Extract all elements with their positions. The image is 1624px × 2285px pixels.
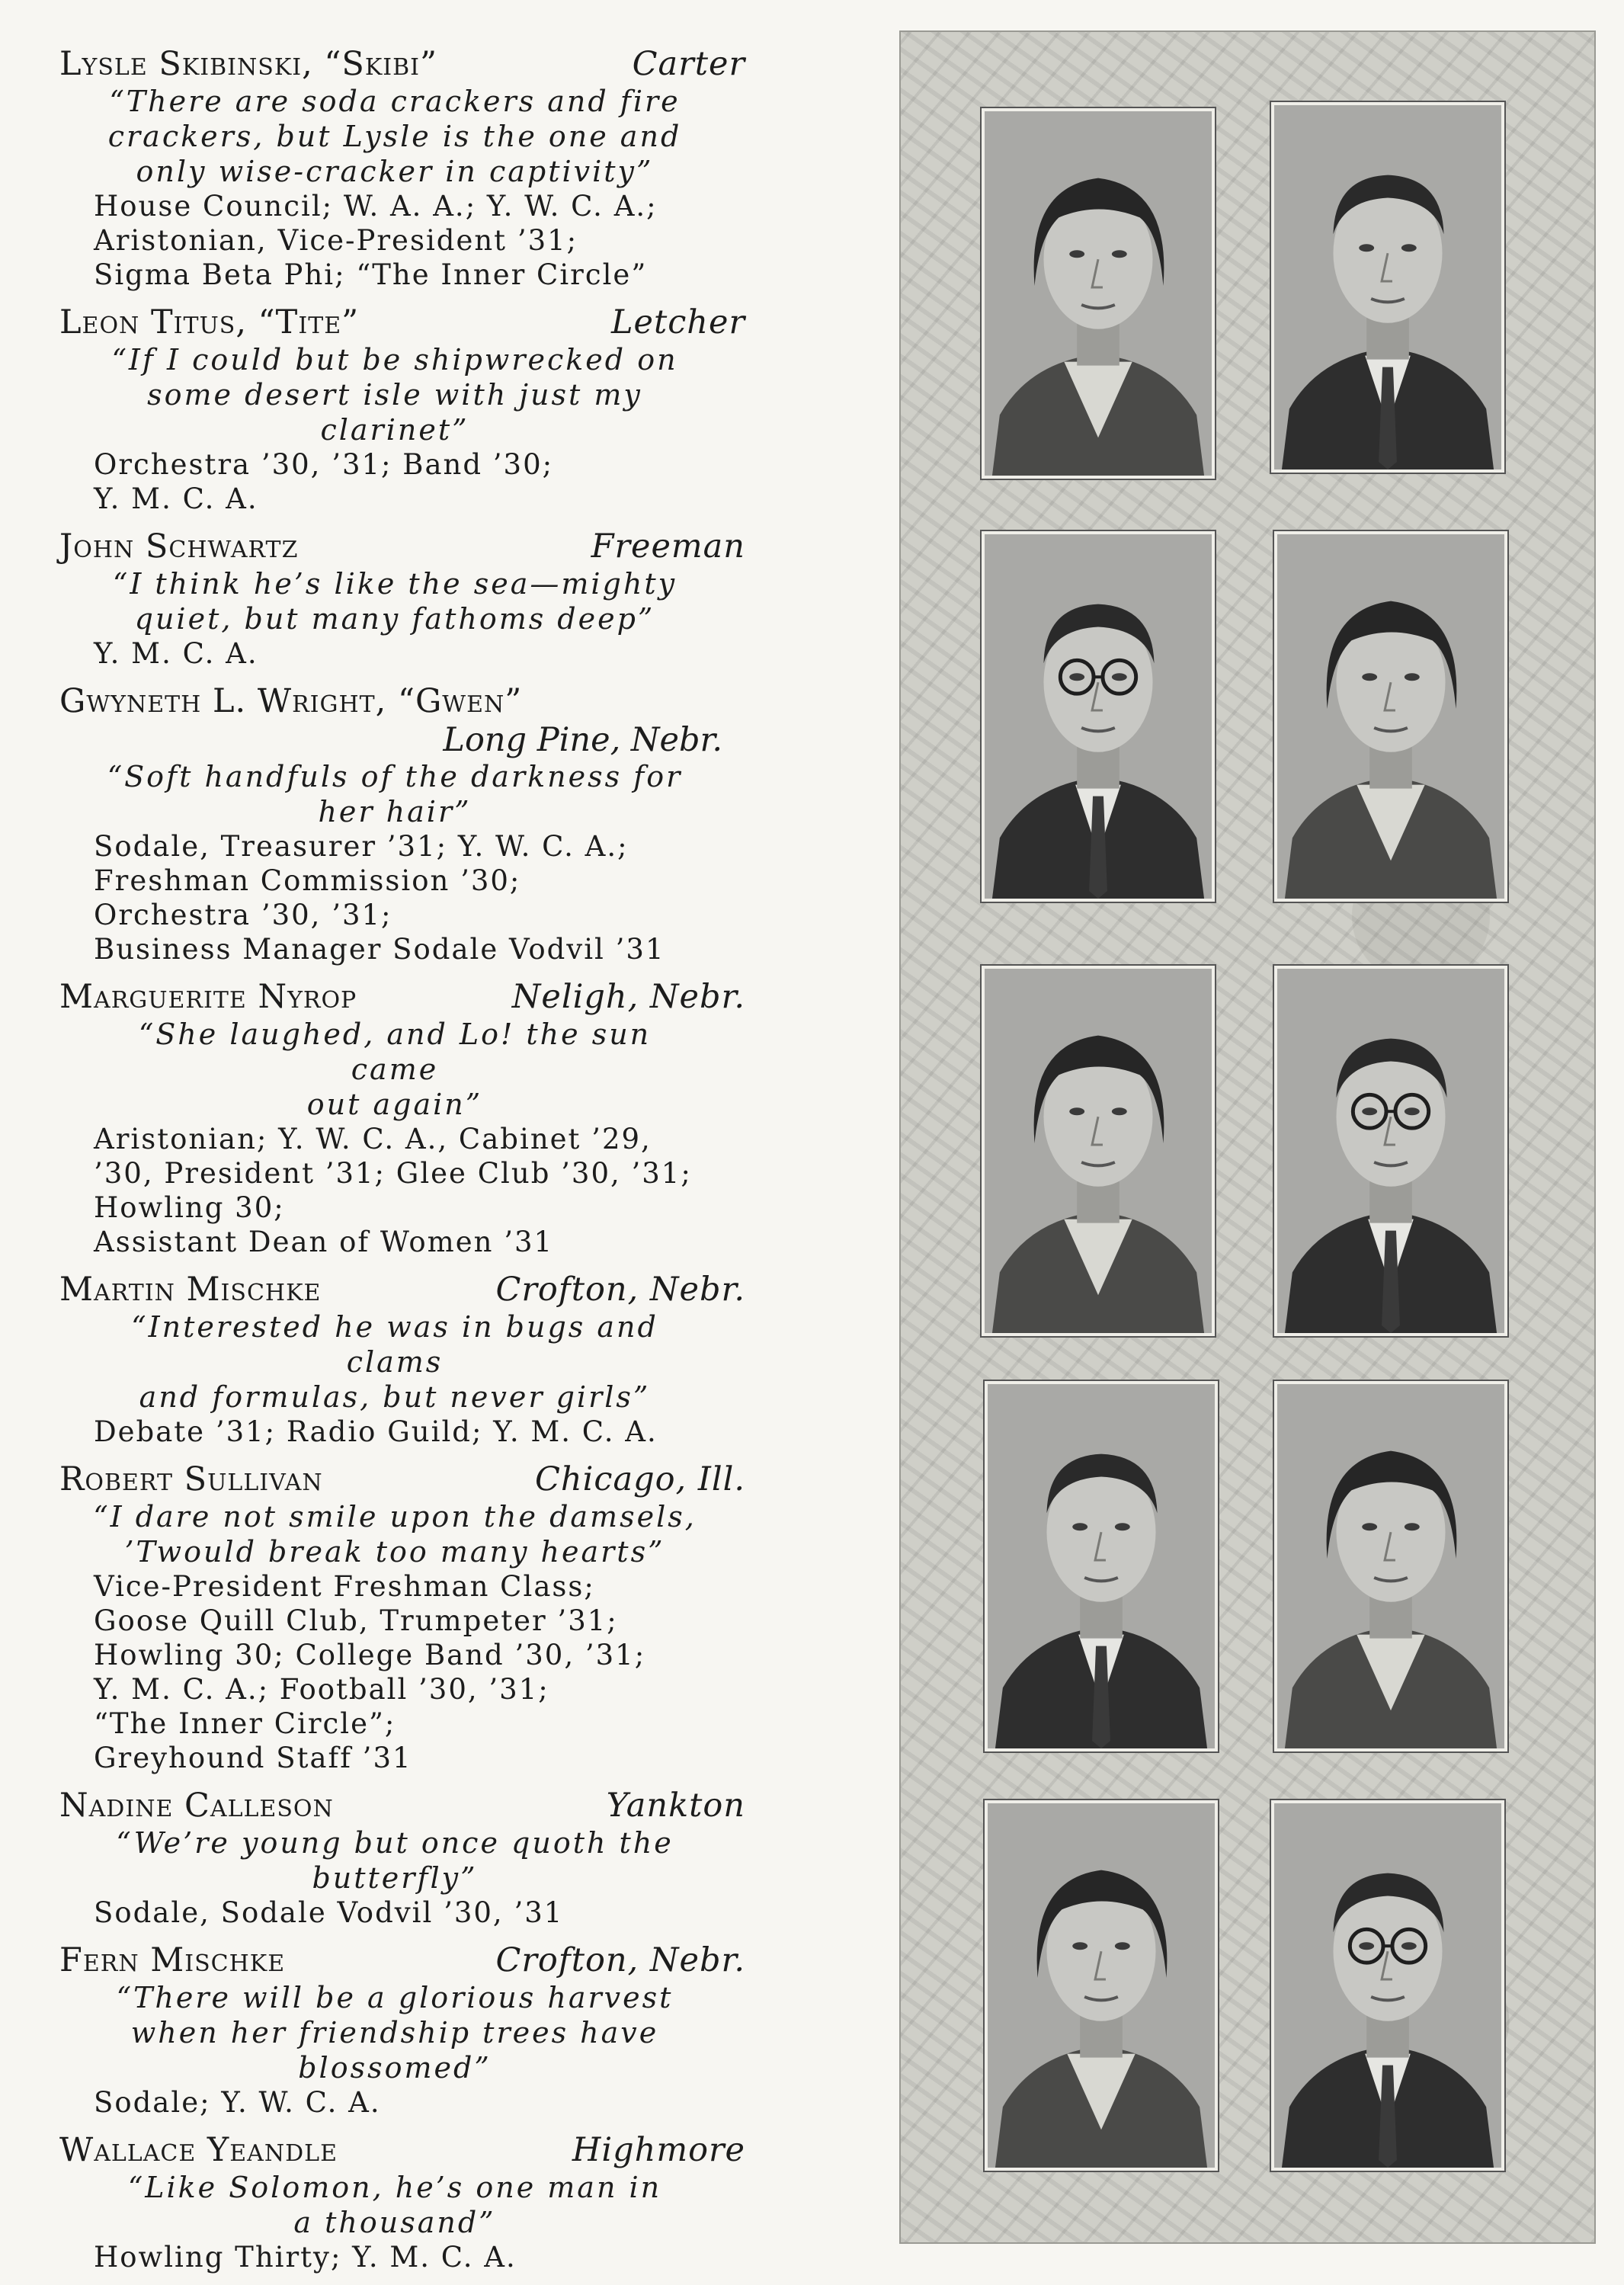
quote-line: “Soft handfuls of the darkness for <box>107 760 683 793</box>
senior-activities <box>59 1569 745 1775</box>
activity-line: Howling 30; <box>94 1191 285 1224</box>
senior-entry <box>59 1270 745 1449</box>
activity-line: House Council; W. A. A.; Y. W. C. A.; <box>94 190 658 223</box>
portrait-figure <box>1274 105 1501 469</box>
activity-line: “The Inner Circle”; <box>94 1707 396 1740</box>
entry-heading <box>59 527 745 566</box>
activity-line: Sodale; Y. W. C. A. <box>94 2086 381 2119</box>
senior-name: Marguerite Nyrop <box>59 978 357 1016</box>
quote-line: butterfly” <box>312 1861 478 1895</box>
quote-line: a thousand” <box>293 2206 496 2239</box>
senior-name: Gwyneth L. Wright, “Gwen” <box>59 682 523 720</box>
activity-line: Sigma Beta Phi; “The Inner Circle” <box>94 258 648 291</box>
portrait-figure <box>1277 1384 1504 1748</box>
senior-entry <box>59 1940 745 2120</box>
quote-line: “If I could but be shipwrecked on <box>111 343 678 377</box>
senior-quote <box>59 1825 745 1896</box>
senior-hometown: Long Pine, Nebr. <box>443 721 722 759</box>
portrait-figure <box>1277 534 1504 899</box>
senior-hometown: Freeman <box>591 527 745 566</box>
portrait-photo <box>985 1800 1218 2171</box>
quote-line: out again” <box>306 1088 483 1121</box>
senior-activities <box>59 1415 745 1449</box>
senior-entry <box>59 681 745 966</box>
activity-line: Goose Quill Club, Trumpeter ’31; <box>94 1604 618 1637</box>
portrait-photo <box>1274 531 1507 902</box>
senior-quote <box>59 342 745 447</box>
quote-line: “Interested he was in bugs and clams <box>131 1310 658 1379</box>
portrait-photo <box>1274 1381 1507 1751</box>
eye-shape <box>1069 1107 1084 1115</box>
eye-shape <box>1115 1942 1130 1950</box>
senior-quote <box>59 566 745 636</box>
portrait-photo <box>982 108 1215 479</box>
entry-heading <box>59 303 745 342</box>
activity-line: Sodale, Sodale Vodvil ’30, ’31 <box>94 1896 564 1929</box>
eye-shape <box>1115 1523 1130 1530</box>
senior-activities <box>59 1896 745 1930</box>
eye-shape <box>1405 673 1420 681</box>
entry-heading <box>59 1786 745 1825</box>
portrait-figure <box>985 534 1212 899</box>
senior-entry <box>59 527 745 671</box>
senior-activities <box>59 2085 745 2120</box>
eye-shape <box>1401 244 1417 252</box>
senior-entry <box>59 303 745 516</box>
portrait-figure <box>988 1384 1215 1748</box>
quote-line: “There are soda crackers and fire <box>109 85 681 118</box>
activity-line: Y. M. C. A. <box>94 482 258 515</box>
senior-activities <box>59 189 745 292</box>
activity-line: Aristonian; Y. W. C. A., Cabinet ’29, <box>94 1123 652 1155</box>
portrait-photo <box>982 531 1215 902</box>
senior-quote <box>59 84 745 189</box>
quote-line: blossomed” <box>298 2051 492 2085</box>
activity-line: Howling 30; College Band ’30, ’31; <box>94 1639 646 1671</box>
entry-heading <box>59 2130 745 2170</box>
senior-entry <box>59 2130 745 2274</box>
senior-quote <box>59 2170 745 2240</box>
eye-shape <box>1112 250 1127 258</box>
senior-activities <box>59 2240 745 2274</box>
entry-heading <box>59 1460 745 1499</box>
senior-hometown: Crofton, Nebr. <box>495 1941 745 1979</box>
senior-quote <box>59 759 745 829</box>
portrait-figure <box>1274 1803 1501 2168</box>
activity-line: Vice-President Freshman Class; <box>94 1570 595 1603</box>
senior-entries <box>59 44 745 2285</box>
senior-hometown: Crofton, Nebr. <box>495 1271 745 1309</box>
entry-heading <box>59 1270 745 1309</box>
quote-line: “I think he’s like the sea—mighty <box>112 567 677 601</box>
senior-hometown: Letcher <box>610 303 745 341</box>
senior-name: Lysle Skibinski, “Skibi” <box>59 45 438 83</box>
senior-name: John Schwartz <box>59 527 299 566</box>
quote-line: clarinet” <box>320 413 469 447</box>
activity-line: Orchestra ’30, ’31; Band ’30; <box>94 448 554 481</box>
eye-shape <box>1069 673 1084 681</box>
senior-quote <box>59 1980 745 2085</box>
quote-line: crackers, but Lysle is the one and <box>107 120 682 153</box>
portrait-photo <box>1271 102 1504 473</box>
senior-entry <box>59 44 745 292</box>
portrait-photo <box>982 966 1215 1336</box>
senior-activities <box>59 636 745 671</box>
quote-line: when her friendship trees have <box>130 2016 659 2049</box>
senior-quote <box>59 1499 745 1569</box>
senior-activities <box>59 829 745 966</box>
quote-line: “She laughed, and Lo! the sun came <box>138 1018 652 1086</box>
eye-shape <box>1072 1942 1087 1950</box>
eye-shape <box>1112 1107 1127 1115</box>
quote-line: ’Twould break too many hearts” <box>124 1535 665 1569</box>
portrait-figure <box>985 969 1212 1333</box>
quote-line: some desert isle with just my <box>147 378 642 412</box>
portrait-photo <box>985 1381 1218 1751</box>
senior-hometown: Carter <box>632 45 745 83</box>
activity-line: Business Manager Sodale Vodvil ’31 <box>94 933 665 966</box>
eye-shape <box>1359 1942 1374 1950</box>
quote-line: “We’re young but once quoth the <box>116 1826 674 1860</box>
eye-shape <box>1362 1523 1377 1530</box>
senior-quote <box>59 1017 745 1122</box>
senior-hometown: Yankton <box>606 1787 745 1825</box>
senior-hometown: Highmore <box>572 2131 745 2169</box>
entry-heading <box>59 1940 745 1980</box>
eye-shape <box>1362 673 1377 681</box>
activity-line: Greyhound Staff ’31 <box>94 1742 412 1774</box>
activity-line: Y. M. C. A. <box>94 637 258 670</box>
activity-line: Sodale, Treasurer ’31; Y. W. C. A.; <box>94 830 629 863</box>
activity-line: Howling Thirty; Y. M. C. A. <box>94 2241 517 2274</box>
portrait-figure <box>1277 969 1504 1333</box>
senior-name: Nadine Calleson <box>59 1787 334 1825</box>
senior-name: Wallace Yeandle <box>59 2131 338 2169</box>
activity-line: Freshman Commission ’30; <box>94 864 521 897</box>
portrait-photo <box>1274 966 1507 1336</box>
photo-panel <box>899 30 1596 2244</box>
quote-line: only wise-cracker in captivity” <box>136 155 654 188</box>
eye-shape <box>1405 1523 1420 1530</box>
quote-line: quiet, but many fathoms deep” <box>134 602 655 636</box>
entry-heading <box>59 681 745 721</box>
senior-activities <box>59 1122 745 1259</box>
eye-shape <box>1401 1942 1417 1950</box>
senior-name: Martin Mischke <box>59 1271 322 1309</box>
portrait-figure <box>985 111 1212 476</box>
entry-heading <box>59 977 745 1017</box>
eye-shape <box>1359 244 1374 252</box>
senior-name: Robert Sullivan <box>59 1460 323 1498</box>
senior-entry <box>59 1786 745 1930</box>
quote-line: and formulas, but never girls” <box>139 1380 651 1414</box>
eye-shape <box>1362 1107 1377 1115</box>
portrait-photo <box>1271 1800 1504 2171</box>
activity-line: Orchestra ’30, ’31; <box>94 899 392 931</box>
eye-shape <box>1405 1107 1420 1115</box>
senior-name: Fern Mischke <box>59 1941 286 1979</box>
activity-line: Debate ’31; Radio Guild; Y. M. C. A. <box>94 1415 658 1448</box>
senior-entry <box>59 977 745 1259</box>
activity-line: ’30, President ’31; Glee Club ’30, ’31; <box>94 1157 692 1190</box>
eye-shape <box>1072 1523 1087 1530</box>
senior-activities <box>59 447 745 516</box>
senior-hometown: Neligh, Nebr. <box>511 978 745 1016</box>
activity-line: Assistant Dean of Women ’31 <box>94 1226 554 1258</box>
eye-shape <box>1112 673 1127 681</box>
entry-heading <box>59 44 745 84</box>
eye-shape <box>1069 250 1084 258</box>
senior-entry <box>59 1460 745 1775</box>
activity-line: Y. M. C. A.; Football ’30, ’31; <box>94 1673 549 1706</box>
quote-line: “I dare not smile upon the damsels, <box>93 1500 697 1533</box>
senior-name: Leon Titus, “Tite” <box>59 303 360 341</box>
senior-hometown: Chicago, Ill. <box>535 1460 745 1498</box>
senior-quote <box>59 1309 745 1415</box>
quote-line: “There will be a glorious harvest <box>116 1981 674 2014</box>
quote-line: her hair” <box>318 795 472 828</box>
quote-line: “Like Solomon, he’s one man in <box>127 2171 662 2204</box>
portrait-figure <box>988 1803 1215 2168</box>
activity-line: Aristonian, Vice-President ’31; <box>94 224 578 257</box>
